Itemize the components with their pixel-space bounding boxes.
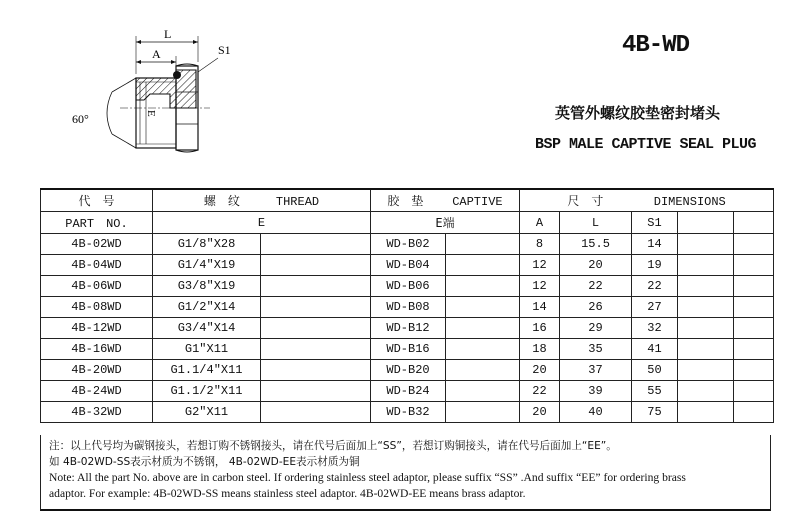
cell-captive: WD-B02 xyxy=(371,234,446,255)
cell-l: 26 xyxy=(560,297,632,318)
note-cn-line1: 注：以上代号均为碳钢接头，若想订购不锈钢接头，请在代号后面加上“SS”，若想订购铜接头，请在代号后面加上“EE”。 xyxy=(49,440,617,452)
seal-ring xyxy=(173,71,181,79)
cell-captive: WD-B06 xyxy=(371,276,446,297)
cell-s1: 50 xyxy=(632,360,678,381)
header-part-en: PART NO. xyxy=(41,212,153,234)
cell-empty xyxy=(446,255,520,276)
table-row xyxy=(41,234,774,255)
dim-l-label: L xyxy=(164,27,172,41)
cell-l: 40 xyxy=(560,402,632,423)
table-row xyxy=(41,297,774,318)
cell-empty xyxy=(261,297,371,318)
cell-empty xyxy=(734,276,774,297)
cell-empty xyxy=(446,381,520,402)
cell-part: 4B-20WD xyxy=(41,360,153,381)
cell-empty xyxy=(678,318,734,339)
cell-part: 4B-24WD xyxy=(41,381,153,402)
header-dim-cn: 尺 寸 xyxy=(567,194,604,208)
cell-empty xyxy=(678,381,734,402)
cell-empty xyxy=(446,276,520,297)
cell-a: 18 xyxy=(520,339,560,360)
product-title-en: BSP MALE CAPTIVE SEAL PLUG xyxy=(535,136,757,153)
cell-a: 8 xyxy=(520,234,560,255)
cell-empty xyxy=(734,255,774,276)
product-title-cn: 英管外螺纹胶垫密封堵头 xyxy=(555,104,721,122)
cell-part: 4B-02WD xyxy=(41,234,153,255)
cell-empty xyxy=(678,360,734,381)
cell-a: 22 xyxy=(520,381,560,402)
header-thread-en: THREAD xyxy=(275,195,320,209)
cell-s1: 14 xyxy=(632,234,678,255)
cell-a: 20 xyxy=(520,360,560,381)
cell-empty xyxy=(261,276,371,297)
cell-empty xyxy=(734,234,774,255)
cell-empty xyxy=(734,297,774,318)
cell-empty xyxy=(734,318,774,339)
cell-empty xyxy=(678,402,734,423)
cell-empty xyxy=(678,234,734,255)
table-row xyxy=(41,276,774,297)
cell-l: 15.5 xyxy=(560,234,632,255)
technical-drawing xyxy=(40,22,270,184)
cell-empty xyxy=(734,381,774,402)
table-row xyxy=(41,360,774,381)
dim-s1-label: S1 xyxy=(218,43,231,57)
cell-thread: G1/8″X28 xyxy=(153,234,261,255)
cell-s1: 32 xyxy=(632,318,678,339)
cell-part: 4B-16WD xyxy=(41,339,153,360)
cell-empty xyxy=(678,297,734,318)
cell-a: 16 xyxy=(520,318,560,339)
cell-empty xyxy=(261,360,371,381)
header-part-cn: 代 号 xyxy=(41,189,153,212)
header-dim-en: DIMENSIONS xyxy=(653,195,726,209)
cell-captive: WD-B08 xyxy=(371,297,446,318)
dim-e-label: E xyxy=(145,110,157,117)
notes xyxy=(40,435,771,511)
note-en-line1: Note: All the part No. above are in carbon steel. If ordering stainless steel adaptor, please suffix “SS” .And suffix “EE” for ordering brass xyxy=(49,471,686,484)
cell-empty xyxy=(446,234,520,255)
header-col-l: L xyxy=(560,212,632,234)
cell-captive: WD-B32 xyxy=(371,402,446,423)
section-hatch xyxy=(136,70,196,108)
cell-part: 4B-04WD xyxy=(41,255,153,276)
dim-angle-label: 60° xyxy=(72,112,89,126)
cell-empty xyxy=(446,297,520,318)
cell-thread: G1.1/4″X11 xyxy=(153,360,261,381)
cell-a: 14 xyxy=(520,297,560,318)
cell-l: 39 xyxy=(560,381,632,402)
cell-thread: G1/4″X19 xyxy=(153,255,261,276)
cell-part: 4B-32WD xyxy=(41,402,153,423)
header-dimensions xyxy=(520,189,774,212)
cell-empty xyxy=(261,381,371,402)
cell-empty xyxy=(261,255,371,276)
header-captive-en: CAPTIVE xyxy=(452,195,503,209)
header-col-a: A xyxy=(520,212,560,234)
cell-captive: WD-B24 xyxy=(371,381,446,402)
header-thread-e: E xyxy=(153,212,371,234)
cell-empty xyxy=(678,339,734,360)
cell-l: 29 xyxy=(560,318,632,339)
table-header-row-1 xyxy=(41,189,774,212)
cell-empty xyxy=(734,360,774,381)
cell-l: 35 xyxy=(560,339,632,360)
cell-captive: WD-B20 xyxy=(371,360,446,381)
cell-part: 4B-06WD xyxy=(41,276,153,297)
cell-a: 20 xyxy=(520,402,560,423)
table-row xyxy=(41,255,774,276)
cell-part: 4B-12WD xyxy=(41,318,153,339)
header-captive xyxy=(371,189,520,212)
cell-thread: G1/2″X14 xyxy=(153,297,261,318)
header-captive-cn: 胶 垫 xyxy=(387,194,424,208)
cell-thread: G2″X11 xyxy=(153,402,261,423)
header-col-s1: S1 xyxy=(632,212,678,234)
cell-l: 22 xyxy=(560,276,632,297)
cell-part: 4B-08WD xyxy=(41,297,153,318)
header-thread-cn: 螺 纹 xyxy=(203,194,240,208)
cell-empty xyxy=(261,402,371,423)
cell-empty xyxy=(734,339,774,360)
cell-captive: WD-B16 xyxy=(371,339,446,360)
cell-empty xyxy=(446,318,520,339)
table-header-row-2 xyxy=(41,212,774,234)
product-code: 4B-WD xyxy=(622,32,690,59)
note-en-line2: adaptor. For example: 4B-02WD-SS means stainless steel adaptor. 4B-02WD-EE means brass adaptor. xyxy=(49,487,526,500)
cell-s1: 75 xyxy=(632,402,678,423)
table-row xyxy=(41,339,774,360)
cell-empty xyxy=(446,360,520,381)
cell-empty xyxy=(678,276,734,297)
table-row xyxy=(41,381,774,402)
table-row xyxy=(41,318,774,339)
cell-empty xyxy=(261,339,371,360)
cell-empty xyxy=(261,234,371,255)
cell-empty xyxy=(734,402,774,423)
cell-a: 12 xyxy=(520,255,560,276)
header-captive-e: E端 xyxy=(371,212,520,234)
cell-a: 12 xyxy=(520,276,560,297)
cell-s1: 55 xyxy=(632,381,678,402)
cell-empty xyxy=(446,339,520,360)
cell-thread: G3/4″X14 xyxy=(153,318,261,339)
header-thread xyxy=(153,189,371,212)
cell-empty xyxy=(678,255,734,276)
cell-empty xyxy=(261,318,371,339)
spec-table xyxy=(40,188,774,423)
cell-empty xyxy=(446,402,520,423)
cell-l: 20 xyxy=(560,255,632,276)
table-row xyxy=(41,402,774,423)
cell-s1: 22 xyxy=(632,276,678,297)
cell-thread: G3/8″X19 xyxy=(153,276,261,297)
cell-s1: 41 xyxy=(632,339,678,360)
cell-captive: WD-B04 xyxy=(371,255,446,276)
cell-s1: 19 xyxy=(632,255,678,276)
cell-thread: G1″X11 xyxy=(153,339,261,360)
dim-a-label: A xyxy=(152,47,161,61)
cell-captive: WD-B12 xyxy=(371,318,446,339)
cell-l: 37 xyxy=(560,360,632,381)
cell-s1: 27 xyxy=(632,297,678,318)
note-cn-line2: 如 4B-02WD-SS表示材质为不锈钢， 4B-02WD-EE表示材质为铜 xyxy=(49,456,360,468)
cell-thread: G1.1/2″X11 xyxy=(153,381,261,402)
